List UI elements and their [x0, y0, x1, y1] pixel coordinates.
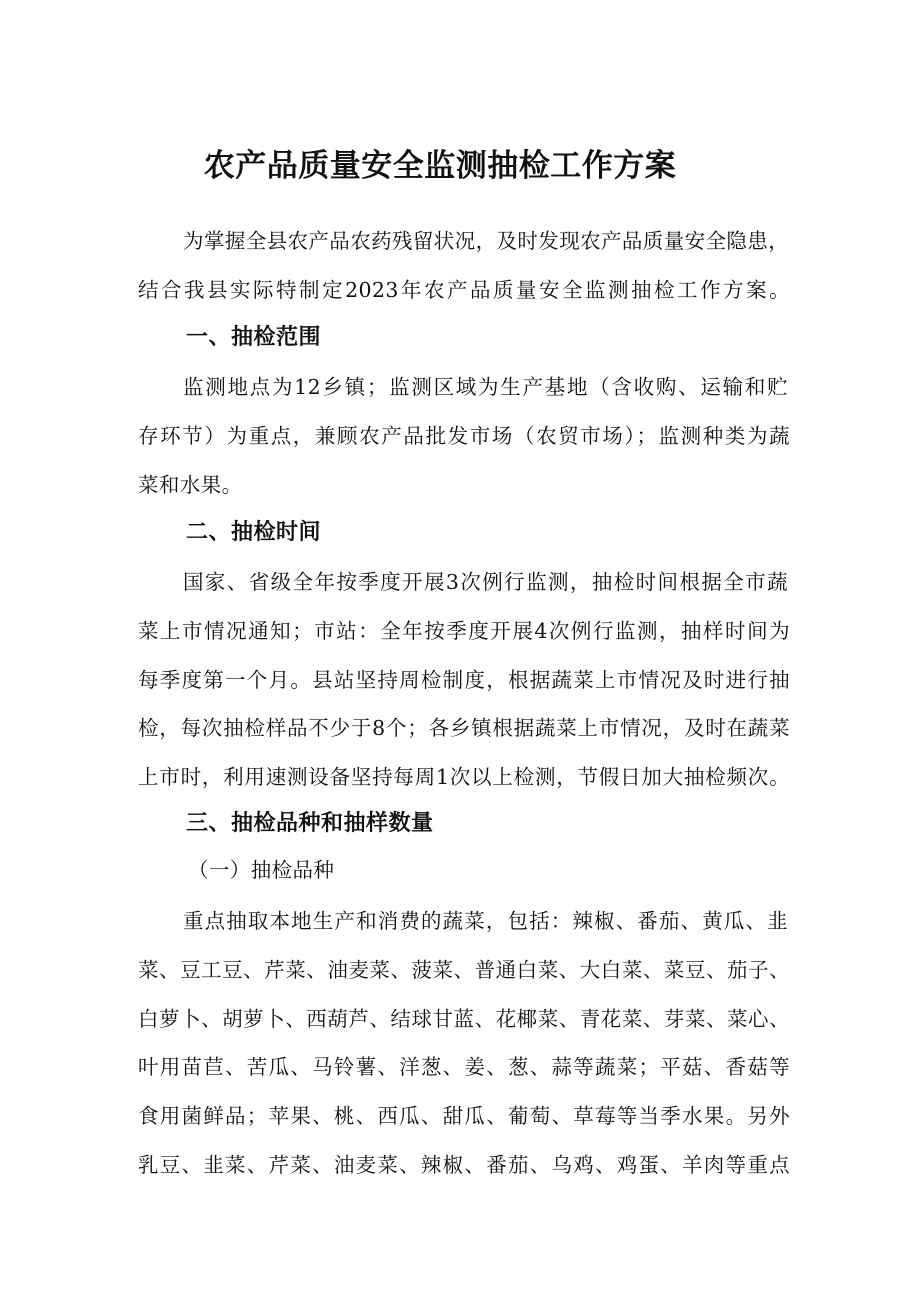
section-2-heading: 二、抽检时间 — [186, 520, 322, 545]
section-3-line-6: 乳豆、韭菜、芹菜、油麦菜、辣椒、番茄、乌鸡、鸡蛋、羊肉等重点 — [138, 1153, 790, 1177]
section-2-line-1: 国家、省级全年按季度开展3次例行监测，抽检时间根据全市蔬 — [183, 570, 788, 594]
intro-line-1: 为掌握全县农产品农药残留状况，及时发现农产品质量安全隐患， — [183, 229, 790, 253]
section-1-line-2: 存环节）为重点，兼顾农产品批发市场（农贸市场）；监测种类为蔬 — [138, 424, 790, 448]
section-3-line-1: 重点抽取本地生产和消费的蔬菜，包括：辣椒、番茄、黄瓜、韭 — [183, 909, 788, 933]
section-3-sub-heading: （一）抽检品种 — [188, 858, 335, 882]
section-3-line-4: 叶用苗苣、苦瓜、马铃薯、洋葱、姜、葱、蒜等蔬菜；平菇、香菇等 — [138, 1055, 790, 1079]
section-1-line-1: 监测地点为12乡镇；监测区域为生产基地（含收购、运输和贮 — [183, 375, 788, 399]
section-2-line-3: 每季度第一个月。县站坚持周检制度，根据蔬菜上市情况及时进行抽 — [138, 668, 790, 692]
section-3-line-3: 白萝卜、胡萝卜、西葫芦、结球甘蓝、花椰菜、青花菜、芽菜、菜心、 — [138, 1007, 790, 1031]
section-2-line-2: 菜上市情况通知；市站：全年按季度开展4次例行监测，抽样时间为 — [138, 619, 790, 643]
section-2-line-4: 检，每次抽检样品不少于8个；各乡镇根据蔬菜上市情况，及时在蔬菜 — [138, 716, 790, 740]
document-title: 农产品质量安全监测抽检工作方案 — [203, 148, 677, 184]
section-1-line-3: 菜和水果。 — [138, 473, 243, 497]
section-3-line-2: 菜、豆工豆、芹菜、油麦菜、菠菜、普通白菜、大白菜、菜豆、茄子、 — [138, 958, 790, 982]
section-3-heading: 三、抽检品种和抽样数量 — [186, 811, 434, 836]
section-3-line-5: 食用菌鲜品；苹果、桃、西瓜、甜瓜、葡萄、草莓等当季水果。另外 — [138, 1104, 790, 1128]
intro-line-2: 结合我县实际特制定2023年农产品质量安全监测抽检工作方案。 — [138, 278, 790, 302]
section-2-line-5: 上市时，利用速测设备坚持每周1次以上检测，节假日加大抽检频次。 — [138, 765, 790, 789]
section-1-heading: 一、抽检范围 — [186, 325, 322, 350]
